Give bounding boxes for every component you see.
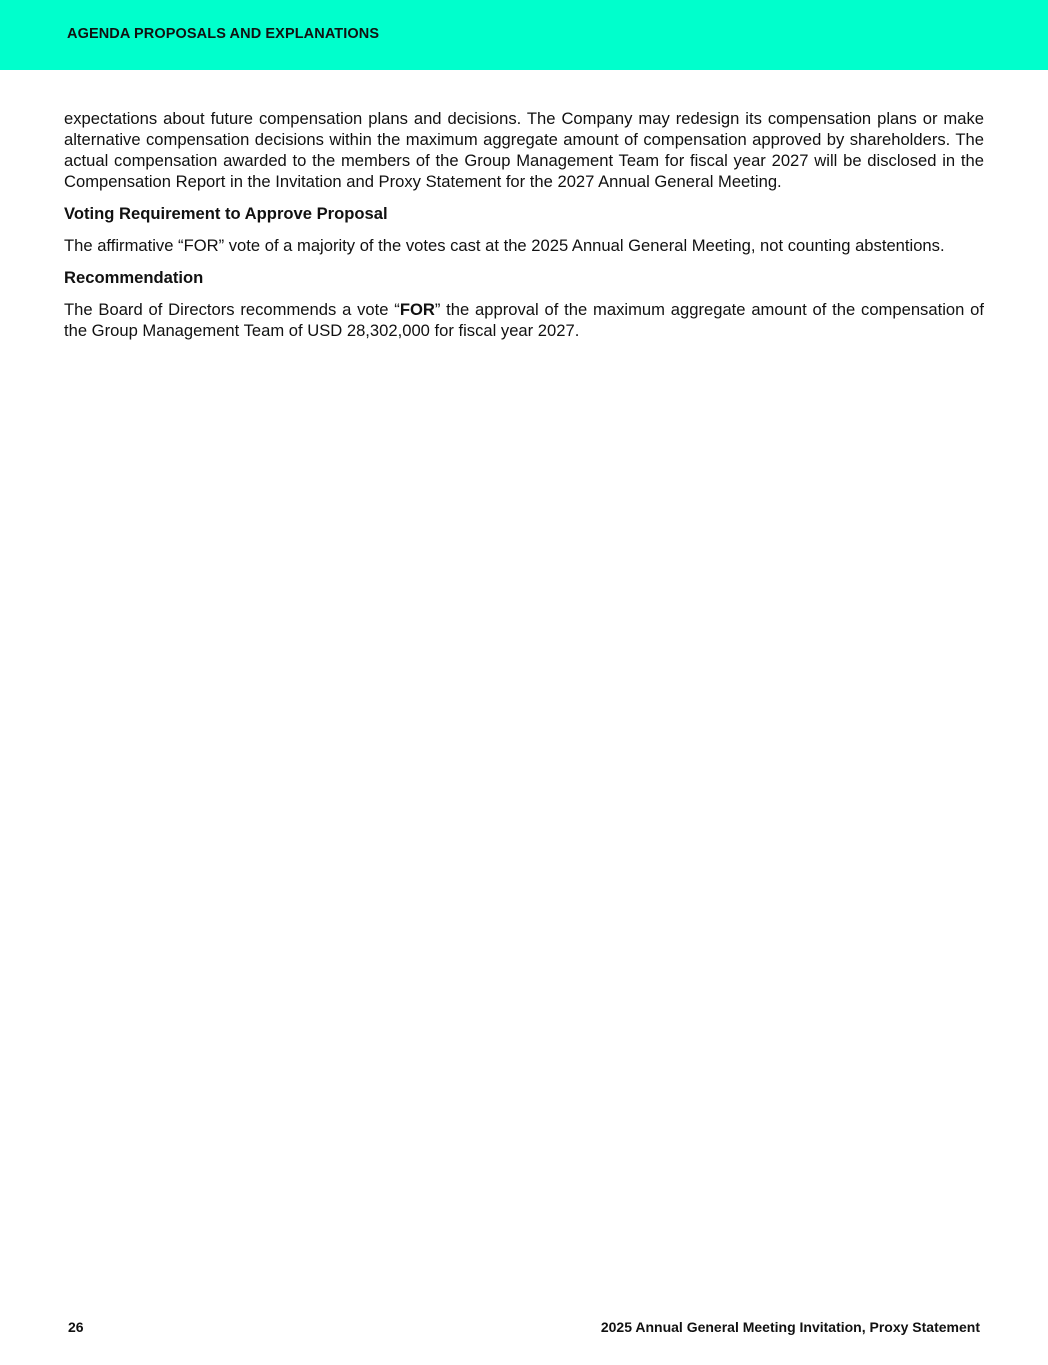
page-number: 26: [68, 1319, 84, 1335]
footer-document-title: 2025 Annual General Meeting Invitation, Proxy Statement: [600, 1319, 980, 1335]
voting-requirement-heading: Voting Requirement to Approve Proposal: [64, 204, 388, 223]
intro-paragraph: expectations about future compensation plans and decisions. The Company may redesign its compensation plans or make alternative compensation decisions within the maximum aggregate amount of compensation approved by shareholders. The actual compensation awarded to the members of the Group Management Team for fiscal year 2027 will be disclosed in the Compensation Report in the Invitation and Proxy Statement for the 2027 Annual General Meeting.: [64, 109, 984, 191]
recommendation-heading: Recommendation: [64, 268, 204, 287]
recommendation-text-end: ” the approval of the maximum aggregate amount of the compensation of the Group Management Team of USD 28,302,000 for fiscal year 2027.: [64, 300, 984, 340]
header-band: [0, 0, 1048, 70]
section-title: AGENDA PROPOSALS AND EXPLANATIONS: [67, 26, 380, 42]
recommendation-paragraph: [64, 299, 984, 341]
recommendation-for-emphasis: FOR: [399, 300, 435, 319]
main-content: [64, 108, 984, 341]
voting-requirement-paragraph: The affirmative “FOR” vote of a majority of the votes cast at the 2025 Annual General Meeting, not counting abstentions.: [64, 236, 945, 255]
recommendation-text-start: The Board of Directors recommends a vote “: [64, 300, 400, 319]
